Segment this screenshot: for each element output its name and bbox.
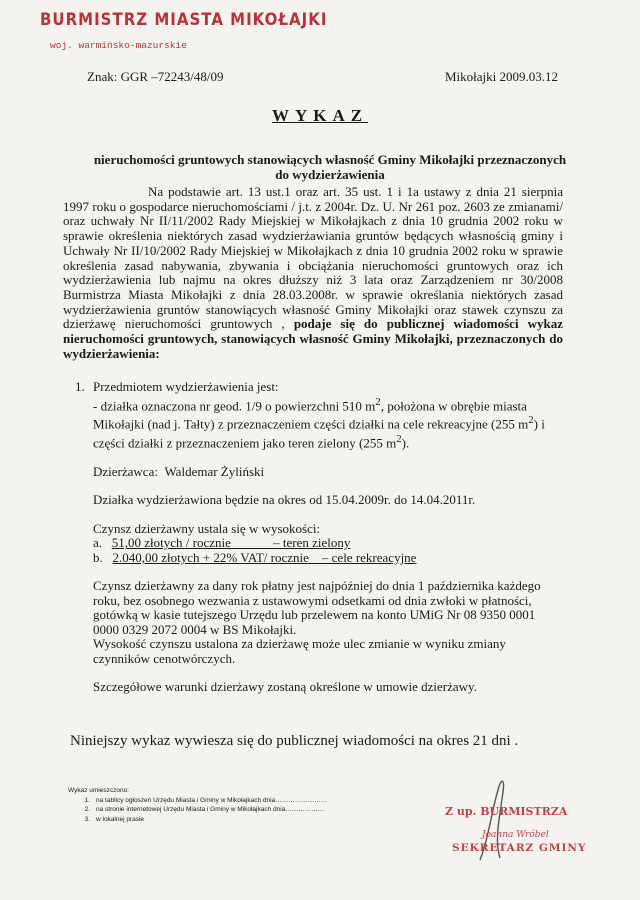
document-title: WYKAZ (271, 106, 369, 125)
rent-b-letter: b. (93, 549, 103, 565)
item-description (93, 395, 563, 451)
item-heading: Przedmiotem wydzierżawienia jest: (93, 379, 279, 394)
posting-item: 1. na tablicy ogłoszeń Urzędu Miasta i Gminy w Mikołajkach dnia…………………… (84, 796, 328, 804)
authorization-stamp: Z up. BURMISTRZA (445, 805, 568, 818)
rent-b-text: 2.040,00 złotych + 22% VAT/ rocznie – cele rekreacyjne (112, 549, 417, 565)
document-subtitle (60, 152, 600, 182)
rent-b (93, 551, 563, 566)
publication-notice: Niniejszy wykaz wywiesza się do publicznej wiadomości na okres 21 dni . (70, 733, 519, 749)
posting-heading: Wykaz umieszczono: (68, 787, 129, 794)
tenant (93, 465, 563, 480)
mayor-stamp: BURMISTRZ MIASTA MIKOŁAJKI (40, 8, 328, 30)
desc-part-d: ). (401, 435, 410, 451)
subtitle-line-2: do wydzierżawienia (275, 167, 385, 182)
posting-list (68, 786, 327, 824)
voivodeship-stamp: woj. warmińsko-mazurskie (50, 40, 187, 51)
tenant-name: Waldemar Żyliński (164, 463, 265, 479)
reference-number: Znak: GGR –72243/48/09 (87, 69, 224, 84)
item-number: 1. (75, 379, 85, 394)
posting-item: 2. na stronie internetowej Urzędu Miasta i Gminy w Mikołajkach dnia……………… (84, 806, 325, 813)
tenant-label: Dzierżawca: (93, 463, 158, 479)
payment-terms: Czynsz dzierżawny za dany rok płatny jest najpóźniej do dnia 1 października każdego roku, bez osobnego wezwania z ustawowymi odsetkami od dnia zwłoki w płatności, gotówką w kasie tutejszego Urzędu lub przelewem na konto UMiG Nr 08 9350 0001 0000 0329 2072 0004 w BS Mikołajki. (93, 578, 541, 637)
desc-part-a: - działka oznaczona nr geod. 1/9 o powierzchni 510 m (93, 397, 376, 413)
sup-3: 2 (396, 433, 402, 446)
place-date: Mikołajki 2009.03.12 (444, 69, 558, 84)
signatory-name: Joanna Wróbel (482, 830, 549, 840)
lease-details-note: Szczegółowe warunki dzierżawy zostaną określone w umowie dzierżawy. (93, 679, 477, 695)
rent-label: Czynsz dzierżawny ustala się w wysokości: (93, 520, 321, 536)
sup-2: 2 (528, 414, 534, 427)
lease-period: Działka wydzierżawiona będzie na okres od 15.04.2009r. do 14.04.2011r. (93, 492, 476, 508)
item-list (75, 379, 563, 695)
legal-basis-paragraph (63, 185, 563, 361)
sup-1: 2 (375, 395, 381, 408)
rent-a-text: 51,00 złotych / rocznie – teren zielony (111, 535, 351, 551)
rent-a (93, 536, 563, 551)
legal-basis-bold: podaje się do publicznej wiadomości wykaz nieruchomości gruntowych, stanowiących własność Gminy Mikołajki, przeznaczonych do wydzierżawienia: (63, 316, 564, 361)
signature-scribble-icon (470, 770, 530, 870)
desc-part-c: ) i części działki z przeznaczeniem jako teren zielony (255 m (93, 416, 545, 451)
legal-basis-text: Na podstawie art. 13 ust.1 oraz art. 35 ust. 1 i 1a ustawy z dnia 21 sierpnia 1997 roku o gospodarce nieruchomościami / j.t. z 2004r. Dz. U. Nr 261 poz. 2603 ze zmianami/ oraz uchwały Nr II/11/2002 Rady Miejskiej w Mikołajkach z dnia 10 grudnia 2002 roku w sprawie określenia niektórych zasad wydzierżawiania gruntów będących własnością gminy i Uchwały Nr II/10/2002 Rady Miejskiej w Mikołajkach z dnia 10 grudnia 2002 roku w sprawie określenia zasad nabywania, zbywania i obciążania nieruchomości gruntowych oraz ich wydzierżawienia lub najmu na okres dłuższy niż 3 lata oraz Zarządzeniem nr 30/2008 Burmistrza Miasta Mikołajki z dnia 28.03.2008r. w sprawie określania niektórych zasad wydzierżawienia gruntów stanowiących własność Gminy Mikołajki oraz stawek czynszu za dzierżawę nieruchomości gruntowych , (63, 184, 563, 332)
rent-a-letter: a. (93, 535, 103, 551)
posting-item: 3. w lokalnej prasie (84, 815, 145, 823)
rent-change-note: Wysokość czynszu ustalona za dzierżawę może ulec zmianie w wyniku zmiany czynników cenotwórczych. (93, 636, 506, 666)
desc-part-b: , położona w obrębie miasta Mikołajki (nad j. Tałty) z przeznaczeniem części działki na cele rekreacyjne (255 m (93, 397, 529, 432)
subtitle-line-1: nieruchomości gruntowych stanowiących własność Gminy Mikołajki przeznaczonych (93, 152, 567, 167)
secretary-stamp: SEKRETARZ GMINY (452, 842, 587, 854)
